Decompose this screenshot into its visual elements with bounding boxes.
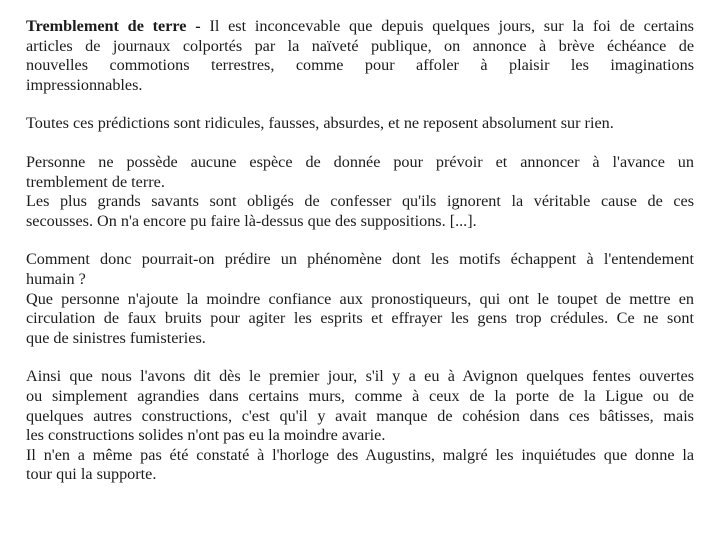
text-line: articles de journaux colportés par la naïveté publique, on annonce à brève échéance de [26, 36, 694, 55]
text-line: ou simplement agrandies dans certains murs, comme à ceux de la porte de la Ligue ou de [26, 386, 694, 405]
text-line: Comment donc pourrait-on prédire un phénomène dont les motifs échappent à l'entendement [26, 250, 694, 269]
paragraph-5 [26, 367, 694, 485]
paragraph-4 [26, 250, 694, 348]
paragraph-3 [26, 153, 694, 231]
text-line: quelques autres constructions, c'est qu'il y avait manque de cohésion dans ces bâtisses, mais [26, 406, 694, 425]
text-line: secousses. On n'a encore pu faire là-dessus que des suppositions. [...]. [26, 211, 477, 230]
text-line [26, 17, 694, 37]
document-page [26, 17, 694, 504]
text-line: Il n'en a même pas été constaté à l'horloge des Augustins, malgré les inquiétudes que donne la [26, 445, 694, 464]
text-line: tremblement de terre. [26, 172, 165, 191]
text-line: Les plus grands savants sont obligés de confesser qu'ils ignorent la véritable cause de ces [26, 192, 694, 211]
text-line: circulation de faux bruits pour agiter les esprits et effrayer les gens trop crédules. Ce ne sont [26, 309, 694, 328]
article-title: Tremblement de terre - [26, 17, 201, 35]
paragraph-1 [26, 17, 694, 95]
text-line: Personne ne possède aucune espèce de donnée pour prévoir et annoncer à l'avance un [26, 152, 694, 171]
text-line: tour qui la supporte. [26, 465, 157, 484]
text-line: nouvelles commotions terrestres, comme pour affoler à plaisir les imaginations [26, 56, 694, 75]
text-line: Que personne n'ajoute la moindre confiance aux pronostiqueurs, qui ont le toupet de mettre en [26, 289, 694, 308]
paragraph-2 [26, 114, 694, 134]
text-line: impressionnables. [26, 75, 143, 94]
text-line: Ainsi que nous l'avons dit dès le premier jour, s'il y a eu à Avignon quelques fentes ouvertes [26, 367, 694, 386]
text-run: Il est inconcevable que depuis quelques jours, sur la foi de certains [200, 17, 694, 35]
text-line: Toutes ces prédictions sont ridicules, fausses, absurdes, et ne reposent absolument sur rien. [26, 114, 614, 133]
text-line: les constructions solides n'ont pas eu la moindre avarie. [26, 426, 386, 445]
text-line: humain ? [26, 269, 86, 288]
text-line: que de sinistres fumisteries. [26, 328, 206, 347]
